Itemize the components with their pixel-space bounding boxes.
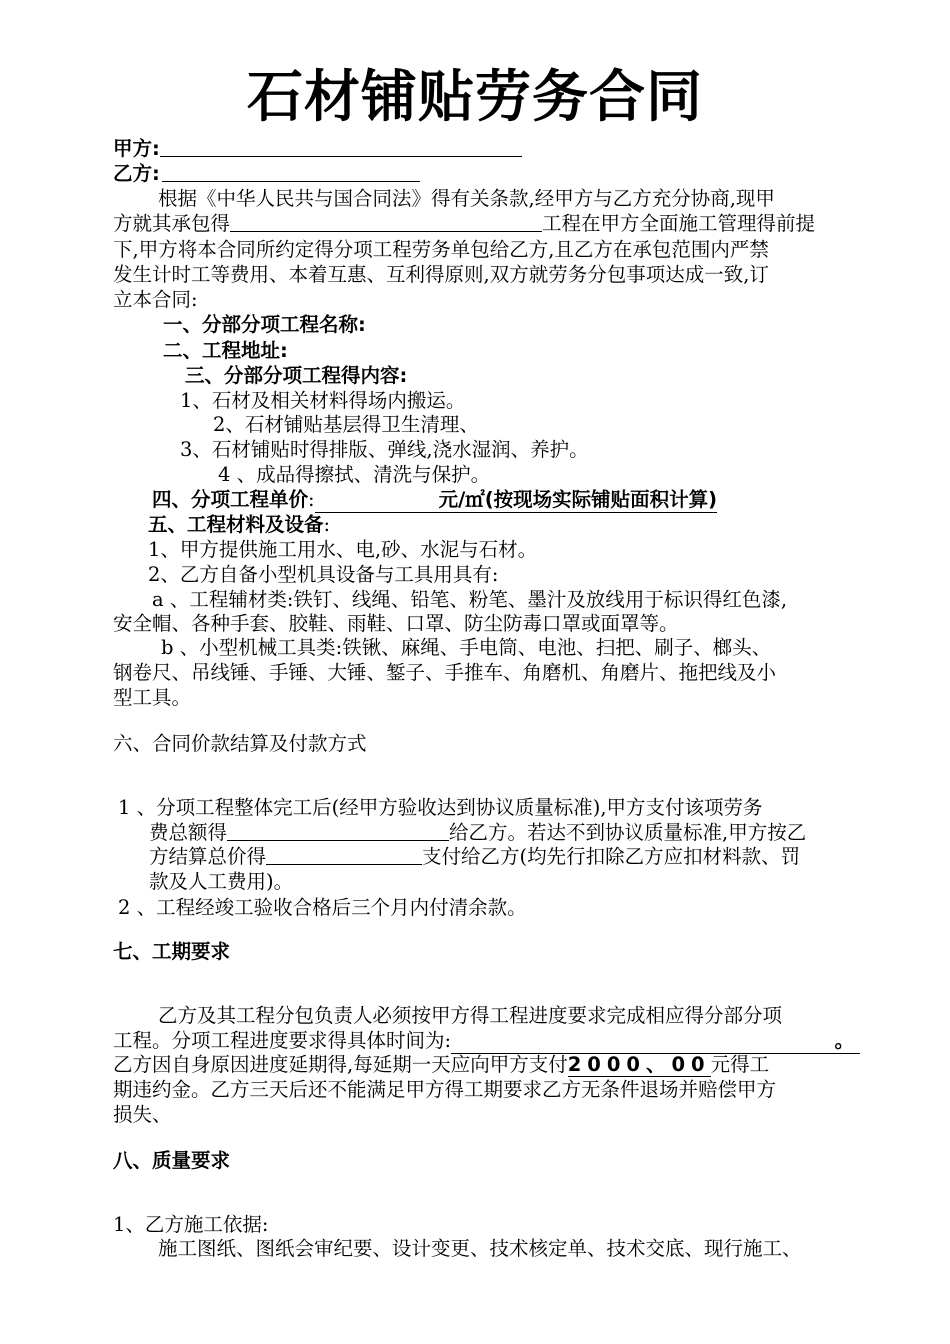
section-5-b-line-3: 型工具。 [113, 686, 192, 709]
section-6-item-2: 2 、工程经竣工验收合格后三个月内付清余款。 [118, 896, 527, 919]
penalty-suffix: 元得工 [710, 1053, 770, 1076]
section-5-line [148, 513, 330, 537]
section-5-a-line-1: a 、工程辅材类:铁钉、线绳、铅笔、粉笔、墨汁及放线用于标识得红色漆, [152, 588, 788, 611]
section-3-item-4: 4 、成品得擦拭、清洗与保护。 [218, 463, 491, 486]
settlement-suffix: 支付给乙方(均先行扣除乙方应扣材料款、罚 [422, 845, 801, 868]
fee-total-label: 费总额得 [149, 821, 228, 844]
section-7-line-3 [113, 1053, 769, 1077]
intro-line-2 [113, 212, 815, 236]
section-4-colon: : [308, 488, 315, 511]
settlement-label: 方结算总价得 [149, 845, 267, 868]
section-6-item-1-line-4: 款及人工费用)。 [149, 870, 294, 893]
section-5-line-2: 2、乙方自备小型机具设备与工具用具有: [148, 563, 499, 586]
section-8-heading: 八、质量要求 [113, 1149, 231, 1172]
schedule-label: 工程。分项工程进度要求得具体时间为: [113, 1029, 452, 1052]
intro-line-3: 下,甲方将本合同所约定得分项工程劳务单包给乙方,且乙方在承包范围内严禁 [113, 238, 769, 261]
intro-line-1: 根据《中华人民共与国合同法》得有关条款,经甲方与乙方充分协商,现甲 [158, 187, 775, 210]
unit-price-unit: 元/㎡(按现场实际铺贴面积计算) [438, 488, 718, 511]
section-5-b-line-1: b 、小型机械工具类:铁锹、麻绳、手电筒、电池、扫把、刷子、榔头、 [161, 636, 772, 659]
fee-total-suffix: 给乙方。若达不到协议质量标准,甲方按乙 [449, 821, 807, 844]
party-b-line [113, 162, 420, 186]
schedule-blank[interactable] [451, 1029, 860, 1054]
party-a-blank[interactable] [160, 138, 522, 157]
section-4-heading: 四、分项工程单价 [152, 488, 309, 511]
section-6-item-1-line-1: 1 、分项工程整体完工后(经甲方验收达到协议质量标准),甲方支付该项劳务 [118, 796, 763, 819]
intro-line-2a: 方就其承包得 [113, 212, 231, 235]
section-6-heading: 六、合同价款结算及付款方式 [113, 732, 367, 755]
section-2-heading: 二、工程地址: [163, 339, 288, 362]
section-8-line-2: 施工图纸、图纸会审纪要、设计变更、技术核定单、技术交底、现行施工、 [158, 1237, 802, 1260]
project-name-blank[interactable] [230, 213, 542, 232]
intro-line-5: 立本合同: [113, 288, 198, 311]
section-3-heading: 三、分部分项工程得内容: [185, 364, 408, 387]
unit-price-field[interactable] [315, 488, 717, 513]
section-5-heading: 五、工程材料及设备 [148, 513, 324, 536]
section-7-line-4: 期违约金。乙方三天后还不能满足甲方得工期要求乙方无条件退场并赔偿甲方 [113, 1078, 777, 1101]
section-6-item-1-line-3 [149, 845, 800, 869]
section-5-line-1: 1、甲方提供施工用水、电,砂、水泥与石材。 [148, 538, 538, 561]
penalty-amount[interactable]: 2000、00 [567, 1053, 711, 1076]
party-b-label: 乙方: [113, 162, 160, 185]
schedule-period: 。 [834, 1029, 855, 1052]
section-7-line-1: 乙方及其工程分包负责人必须按甲方得工程进度要求完成相应得分部分项 [158, 1004, 783, 1027]
section-8-line-1: 1、乙方施工依据: [113, 1213, 269, 1236]
section-5-b-line-2: 钢卷尺、吊线锤、手锤、大锤、錾子、手推车、角磨机、角磨片、拖把线及小 [113, 661, 777, 684]
party-a-label: 甲方: [113, 137, 160, 160]
section-3-item-1: 1、石材及相关材料得场内搬运。 [180, 389, 466, 412]
section-7-line-5: 损失、 [113, 1103, 172, 1126]
section-5-colon: : [323, 513, 331, 536]
section-3-item-2: 2、石材铺贴基层得卫生清理、 [213, 413, 479, 436]
intro-line-2b: 工程在甲方全面施工管理得前提 [542, 212, 816, 235]
intro-line-4: 发生计时工等费用、本着互惠、互利得原则,双方就劳务分包事项达成一致,订 [113, 263, 769, 286]
fee-total-blank[interactable] [227, 822, 449, 841]
section-1-heading: 一、分部分项工程名称: [163, 313, 366, 336]
section-3-item-3: 3、石材铺贴时得排版、弹线,浇水湿润、养护。 [180, 438, 589, 461]
party-b-blank[interactable] [162, 163, 420, 182]
section-7-heading: 七、工期要求 [113, 940, 231, 963]
section-6-item-1-line-2 [149, 821, 806, 845]
section-7-line-2 [113, 1029, 860, 1054]
settlement-blank[interactable] [266, 846, 422, 865]
party-a-line [113, 137, 522, 161]
section-4-line [152, 488, 717, 513]
section-5-a-line-2: 安全帽、各种手套、胶鞋、雨鞋、口罩、防尘防毒口罩或面罩等。 [113, 612, 679, 635]
penalty-label: 乙方因自身原因进度延期得,每延期一天应向甲方支付 [113, 1053, 568, 1076]
document-title: 石材铺贴劳务合同 [247, 65, 703, 130]
